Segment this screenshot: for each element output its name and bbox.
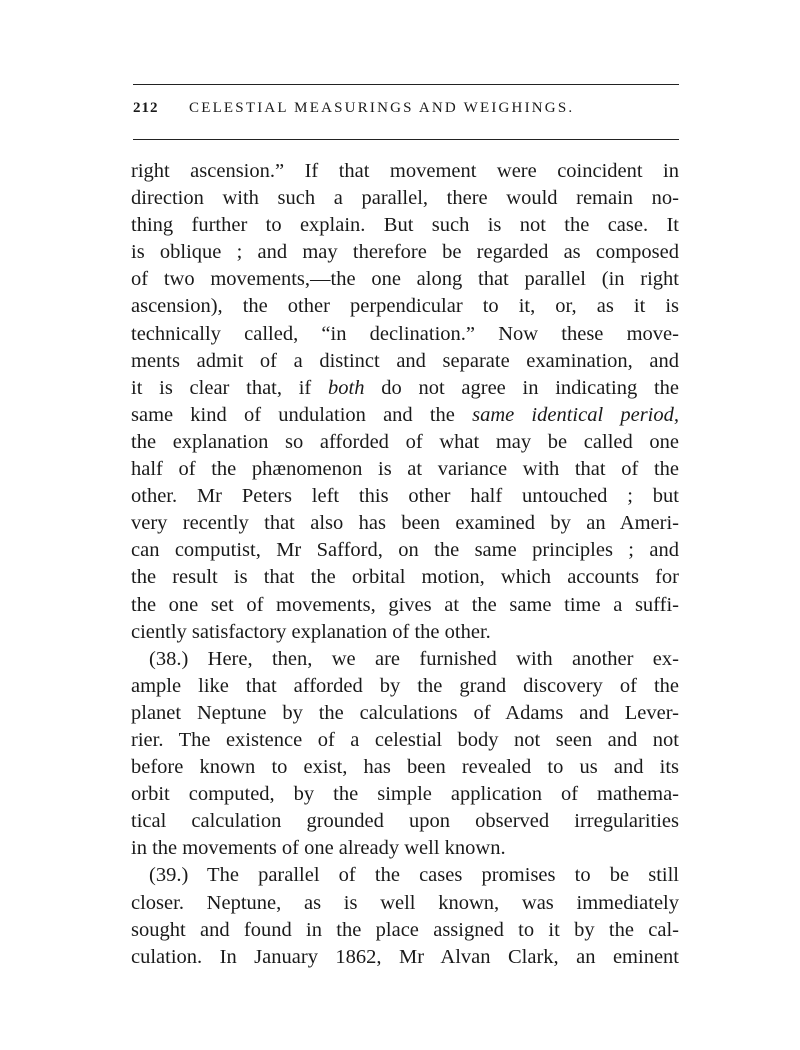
text-line: is oblique ; and may therefore be regarded as composed [131, 241, 679, 264]
text-line: very recently that also has been examined by an Ameri- [131, 512, 679, 535]
text-line: rier. The existence of a celestial body not seen and not [131, 728, 679, 751]
text-line: the explanation so afforded of what may be called one [131, 430, 679, 453]
text-line: ments admit of a distinct and separate examination, and [131, 349, 679, 372]
text-line: the result is that the orbital motion, which accounts for [131, 566, 679, 589]
text-line: closer. Neptune, as is well known, was immediately [131, 891, 679, 914]
text-line: other. Mr Peters left this other half untouched ; but [131, 485, 679, 508]
header-rule-top [133, 84, 679, 85]
text-line: thing further to explain. But such is not the case. It [131, 214, 679, 237]
text-line: right ascension.” If that movement were coincident in [131, 160, 679, 182]
paragraph-39-start: (39.) The parallel of the cases promises to be still [149, 864, 679, 887]
text-line: sought and found in the place assigned to it by the cal- [131, 918, 679, 941]
running-head [133, 100, 679, 126]
text-line [131, 402, 679, 429]
text-line: half of the phænomenon is at variance with that of the [131, 458, 679, 481]
text-line: direction with such a parallel, there would remain no- [131, 187, 679, 210]
text-line [131, 375, 679, 402]
text-line: planet Neptune by the calculations of Adams and Lever- [131, 701, 679, 724]
header-rule-bottom [133, 139, 679, 140]
text-line: culation. In January 1862, Mr Alvan Clark, an eminent [131, 945, 679, 968]
text-line: ciently satisfactory explanation of the other. [131, 620, 491, 643]
page-number: 212 [133, 100, 159, 116]
text-line: ample like that afforded by the grand discovery of the [131, 674, 679, 697]
italic-emphasis: same identical period, [472, 403, 679, 426]
text-line: before known to exist, has been revealed to us and its [131, 756, 679, 779]
body-text [131, 158, 679, 971]
text-line: in the movements of one already well known. [131, 837, 506, 860]
italic-emphasis: both [328, 376, 365, 399]
text-segment: same kind of undulation and the [131, 403, 473, 426]
running-title: CELESTIAL MEASURINGS AND WEIGHINGS. [189, 100, 575, 116]
text-segment: it is clear that, if [131, 376, 329, 399]
text-line: the one set of movements, gives at the same time a suffi- [131, 593, 679, 616]
text-line: technically called, “in declination.” Now these move- [131, 322, 679, 345]
text-line: orbit computed, by the simple application of mathema- [131, 783, 679, 806]
paragraph-38-start: (38.) Here, then, we are furnished with another ex- [149, 647, 679, 670]
text-line: ascension), the other perpendicular to it, or, as it is [131, 295, 679, 318]
text-segment: do not agree in indicating the [364, 376, 679, 399]
text-line: of two movements,—the one along that parallel (in right [131, 268, 679, 291]
text-line: tical calculation grounded upon observed irregularities [131, 810, 679, 833]
text-line: can computist, Mr Safford, on the same principles ; and [131, 539, 679, 562]
